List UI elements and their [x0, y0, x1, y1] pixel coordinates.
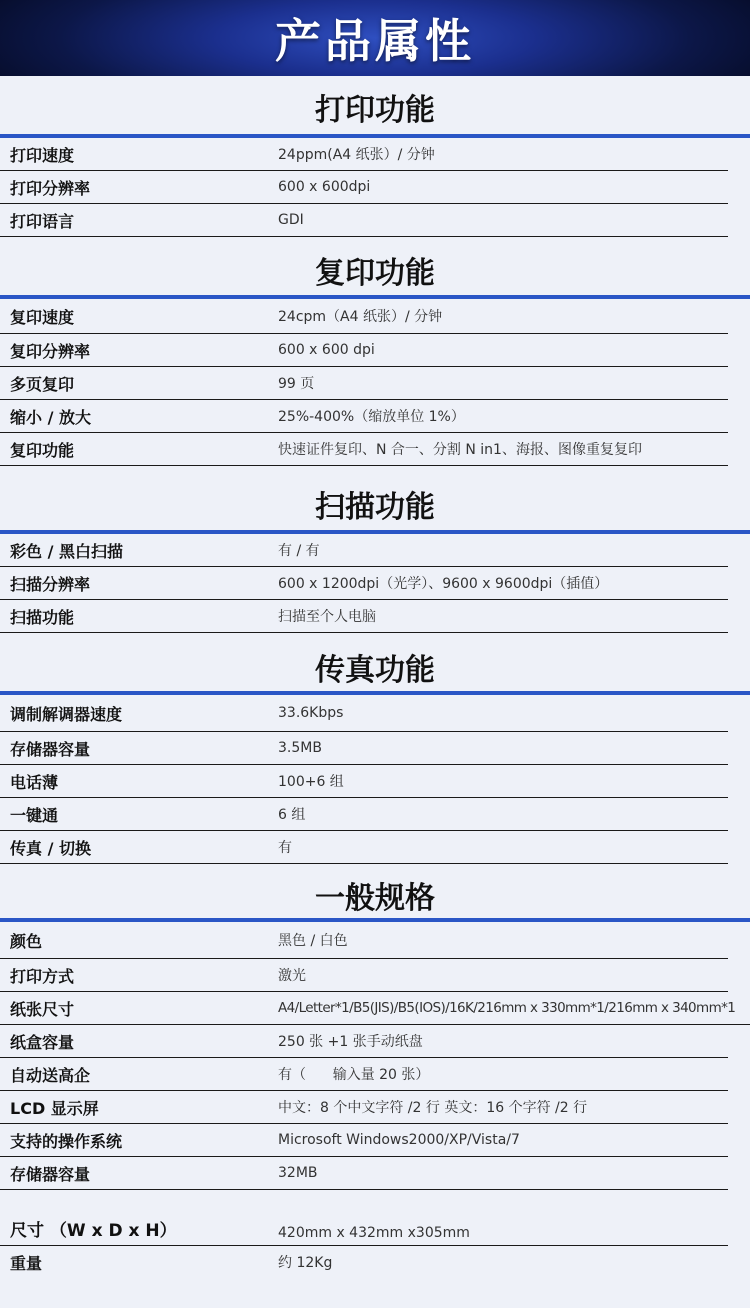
spec-row [0, 765, 728, 798]
spec-row [0, 1157, 728, 1190]
spec-label: LCD 显示屏 [10, 1098, 99, 1118]
spec-value: 32MB [278, 1165, 318, 1181]
spec-value: 24ppm(A4 纸张）/ 分钟 [278, 147, 435, 163]
spec-row [0, 600, 728, 633]
section-header-copy [0, 237, 750, 299]
spec-label: 重量 [10, 1253, 43, 1273]
page-banner [0, 0, 750, 76]
spec-row [0, 798, 728, 831]
spec-label: 颜色 [10, 931, 43, 951]
spec-label: 彩色 / 黑白扫描 [10, 541, 123, 561]
spec-value: 快速证件复印、N 合一、分割 N in1、海报、图像重复复印 [278, 442, 642, 458]
spec-value: 33.6Kbps [278, 705, 344, 721]
spec-row [0, 959, 728, 992]
spec-value: 600 x 1200dpi（光学）、9600 x 9600dpi（插值） [278, 576, 609, 592]
spec-label: 传真 / 切换 [10, 838, 91, 858]
spec-value: 有（ 输入量 20 张） [278, 1067, 430, 1083]
spec-row [0, 171, 728, 204]
spec-value: 3.5MB [278, 740, 322, 756]
page-title: 产品属性 [275, 14, 475, 68]
spec-value: Microsoft Windows2000/XP/Vista/7 [278, 1132, 520, 1148]
spec-value: 25%-400%（缩放单位 1%） [278, 409, 465, 425]
spec-value: 99 页 [278, 376, 315, 392]
section-header-general [0, 864, 750, 922]
spec-label: 复印功能 [10, 440, 75, 460]
spec-value: 有 / 有 [278, 543, 320, 559]
spec-value: 250 张 +1 张手动纸盘 [278, 1034, 423, 1050]
spec-label: 支持的操作系统 [10, 1131, 123, 1151]
section-title: 复印功能 [315, 256, 435, 291]
spec-label: 尺寸 （W x D x H） [10, 1221, 177, 1241]
spec-label: 存储器容量 [10, 1164, 91, 1184]
spec-label: 自动送高企 [10, 1065, 91, 1085]
spec-value: 24cpm（A4 纸张）/ 分钟 [278, 309, 443, 325]
spec-label: 一键通 [10, 805, 59, 825]
section-title: 打印功能 [315, 93, 435, 128]
section-title: 传真功能 [315, 653, 435, 688]
section-header-scan [0, 466, 750, 534]
spec-label: 调制解调器速度 [10, 704, 123, 724]
spec-row [0, 367, 728, 400]
spec-label: 电话薄 [10, 772, 59, 792]
spec-value: 扫描至个人电脑 [278, 609, 376, 625]
section-title: 扫描功能 [315, 490, 435, 525]
section-header-fax [0, 633, 750, 695]
spec-label: 打印速度 [10, 145, 75, 165]
spec-label: 打印方式 [10, 966, 75, 986]
spec-value: 中文：8 个中文字符 /2 行 英文：16 个字符 /2 行 [278, 1100, 588, 1116]
spec-row [0, 992, 750, 1025]
spec-label: 纸盒容量 [10, 1032, 75, 1052]
spec-label: 纸张尺寸 [10, 999, 75, 1019]
spec-label: 复印分辨率 [10, 341, 91, 361]
spec-value: 420mm x 432mm x305mm [278, 1225, 470, 1241]
spec-value: 有 [278, 840, 292, 856]
spec-row [0, 732, 728, 765]
spec-value: 激光 [278, 968, 306, 984]
spec-row [0, 400, 728, 433]
spec-row [0, 1025, 728, 1058]
spec-row [0, 1091, 728, 1124]
spec-value: 约 12Kg [278, 1255, 333, 1271]
spec-row [0, 433, 728, 466]
spec-value: 黑色 / 白色 [278, 933, 348, 949]
spec-label: 复印速度 [10, 307, 75, 327]
spec-value: GDI [278, 212, 304, 228]
spec-row [0, 1124, 728, 1157]
spec-label: 打印分辨率 [10, 178, 91, 198]
spec-row [0, 567, 728, 600]
spec-row [0, 204, 728, 237]
spec-value: 600 x 600dpi [278, 179, 371, 195]
spec-row [0, 1058, 728, 1091]
spec-label: 多页复印 [10, 374, 75, 394]
spec-value: 6 组 [278, 807, 306, 823]
spec-label: 扫描功能 [10, 607, 75, 627]
section-header-print [0, 76, 750, 138]
section-title: 一般规格 [315, 881, 435, 916]
spec-label: 缩小 / 放大 [10, 407, 91, 427]
spec-value: A4/Letter*1/B5(JIS)/B5(IOS)/16K/216mm x 330mm*1/216mm x 340mm*1 [278, 1000, 736, 1016]
spec-row [0, 1246, 728, 1278]
spec-row [0, 1190, 728, 1246]
spec-row [0, 831, 728, 864]
spec-value: 100+6 组 [278, 774, 344, 790]
spec-label: 扫描分辨率 [10, 574, 91, 594]
spec-label: 打印语言 [10, 211, 75, 231]
spec-row [0, 334, 728, 367]
spec-value: 600 x 600 dpi [278, 342, 375, 358]
spec-label: 存储器容量 [10, 739, 91, 759]
